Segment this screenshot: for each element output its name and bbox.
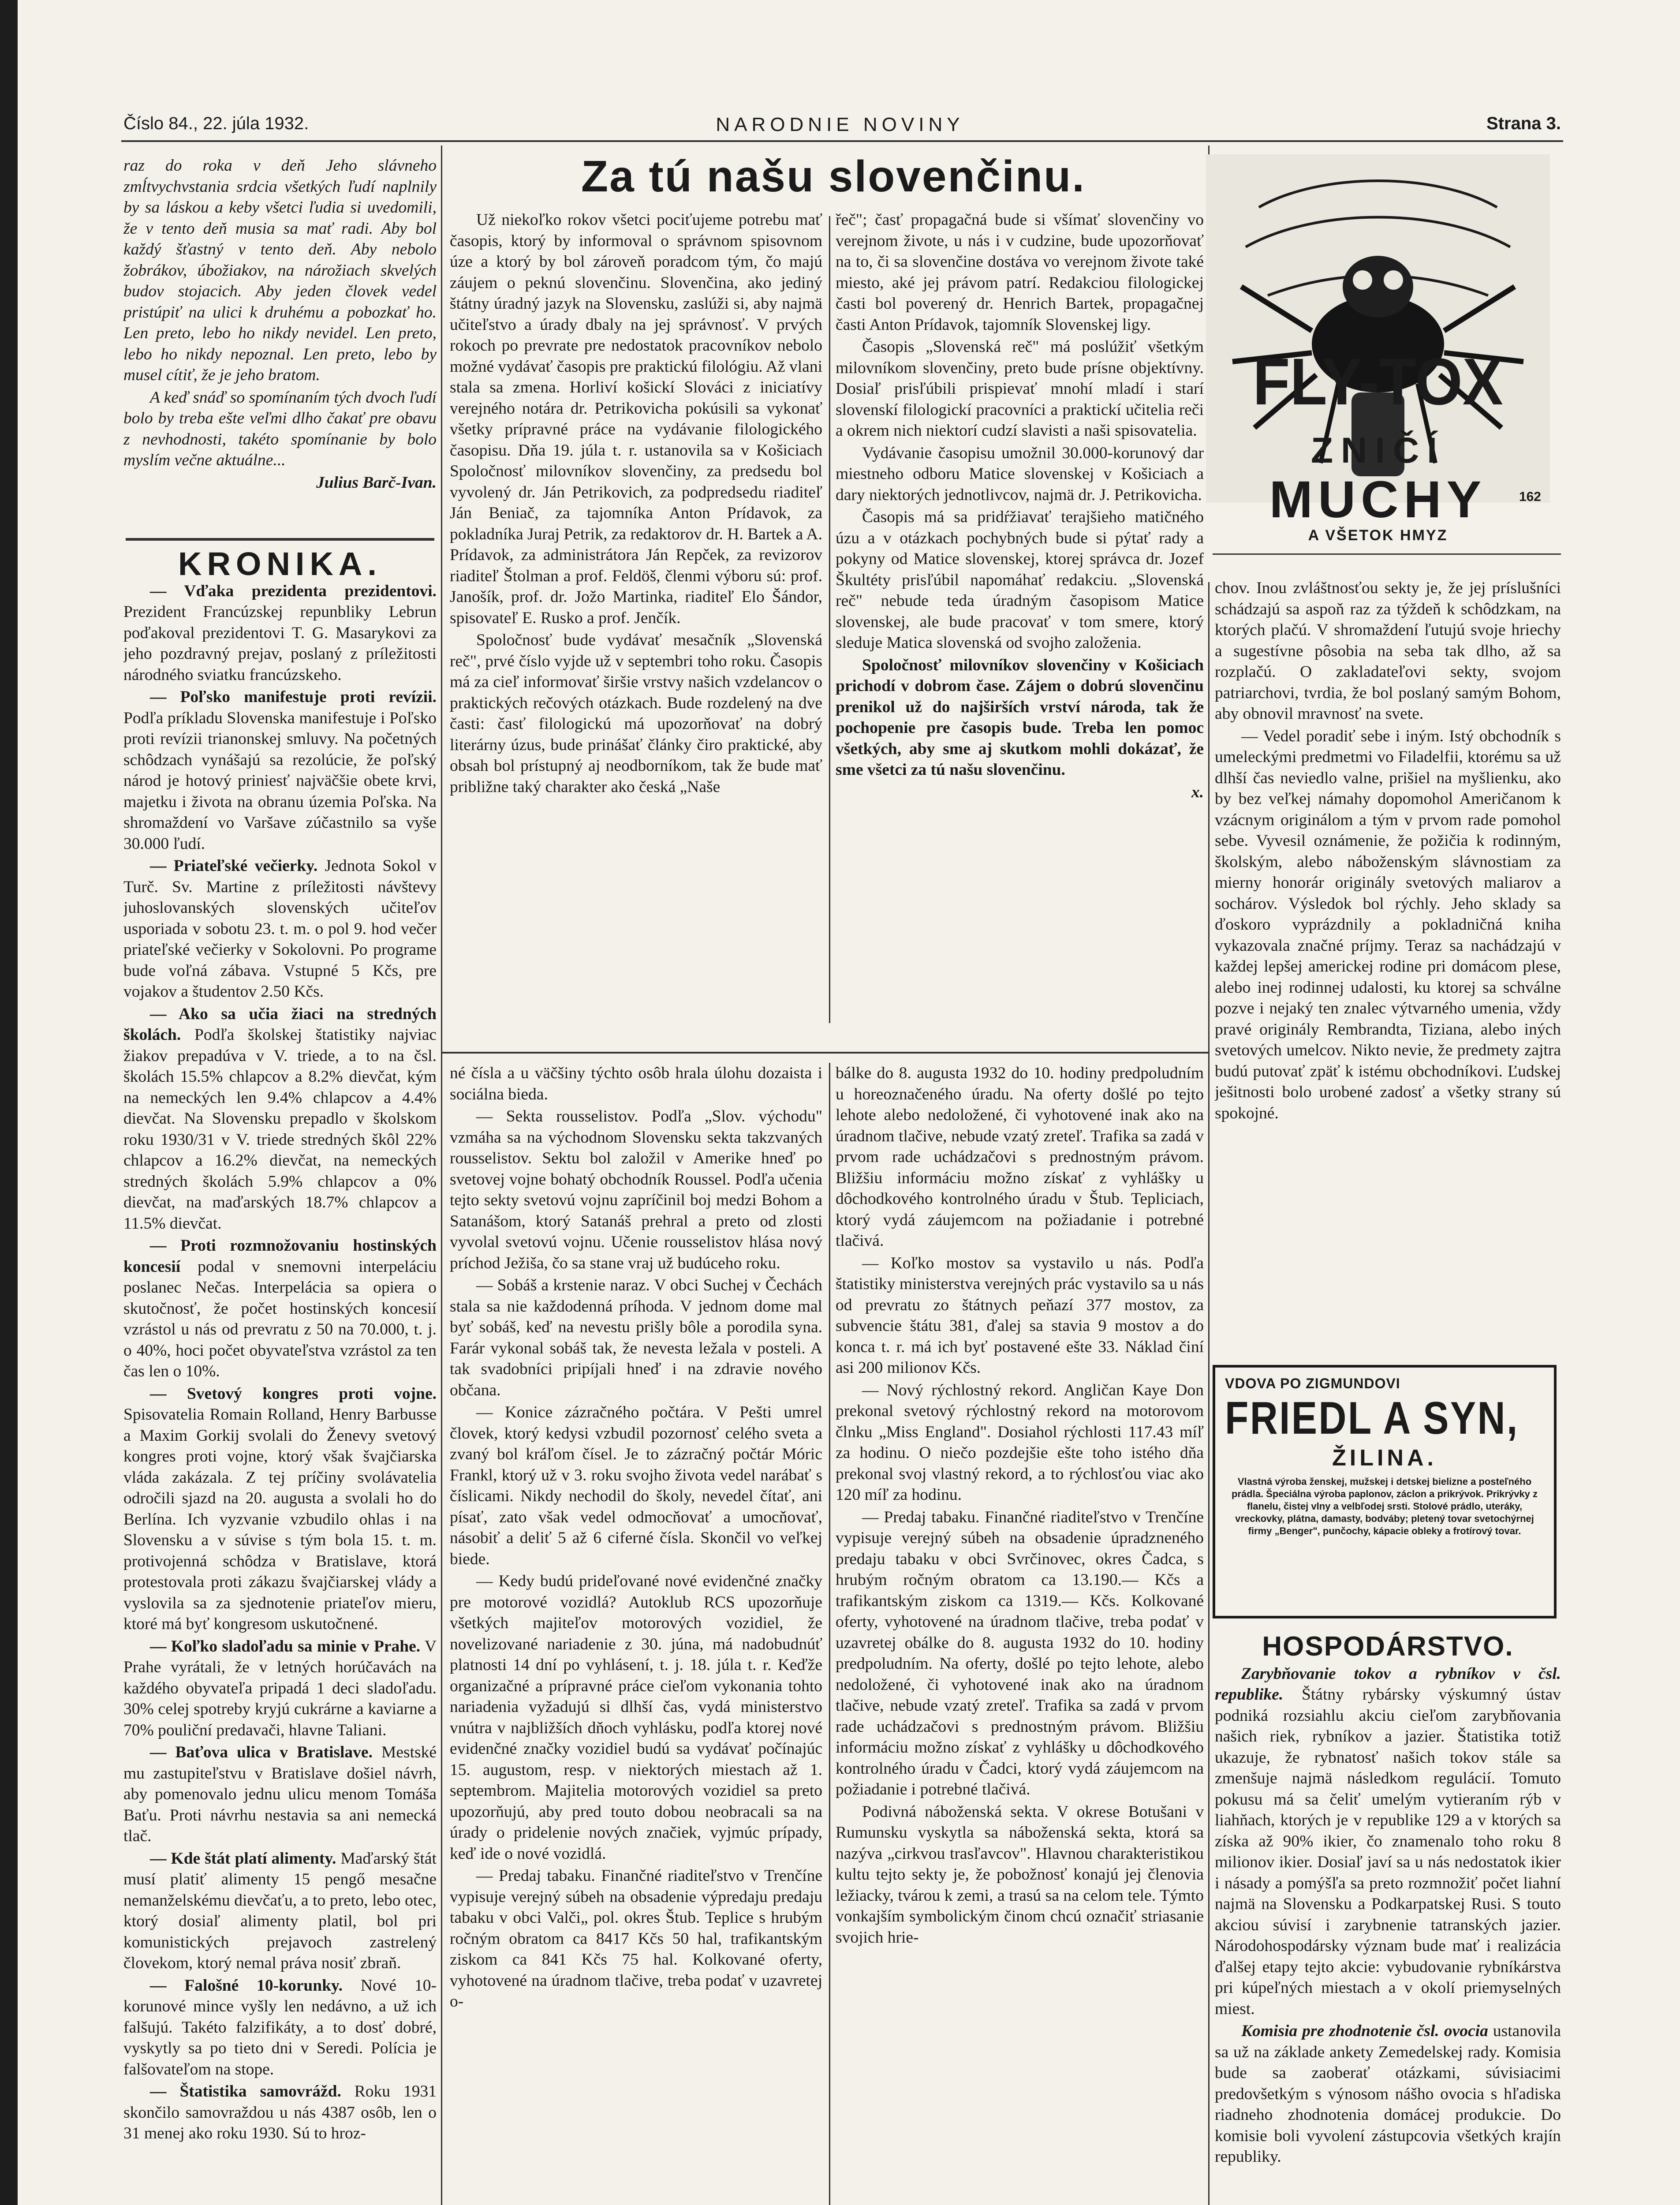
news-column-4 <box>1215 578 1561 1354</box>
column-rule-1 <box>441 146 442 2205</box>
friedl-firm: FRIEDL A SYN, <box>1225 1393 1519 1444</box>
kronika-item-head: — Ako sa učia žiaci na stredných školách. <box>123 1005 437 1044</box>
kronika-item <box>123 1235 437 1382</box>
page-edge-shadow <box>0 0 18 2205</box>
feature-paragraph: Spoločnosť bude vydávať mesačník „Slovenská reč", prvé číslo vyjde už v septembri toho roku. Časopis má za cieľ informovať širšie vrstvy našich vzdelancov o praktických rečových otázkach. Bude rozdelený na dve časti: časť filologickú má upozorňovať na dobrý literárny úzus, bude prinášať články čiro praktické, aby obsah bol prístupný aj neodborníkom, tak že bude mať približne taký charakter ako česká „Naše <box>450 631 822 796</box>
feature-paragraph: Časopis „Slovenská reč" má poslúžiť všetkým milovníkom slovenčiny, preto bude prísne objektívny. Dosiaľ prisľúbili prispievať mnohí mladí i starí slovenskí filologickí pracovníci a praktickí učitelia reči a okrem nich niektorí cudzí slavisti a naši spisovatelia. <box>836 338 1204 440</box>
news-paragraph: bálke do 8. augusta 1932 do 10. hodiny predpoludním u horeoznačeného úradu. Na oferty došlé po tejto lehote alebo nedoložené, či vyhotovené inak ako na úradnom tlačive, nebude vzatý zreteľ. Trafika sa zadá v prvom rade uchádzačovi s prednostným právom. Bližšiu informáciu možno získať z vyhlášky u dôchodkového kontrolného úradu v Štub. Tepliciach, ktorý vydá záujemcom na požiadanie i potrebné tlačivá. <box>836 1064 1204 1250</box>
kronika-item <box>123 856 437 1002</box>
kronika-item-head: — Poľsko manifestuje proti revízii. <box>150 688 437 706</box>
hospodarstvo-paragraph <box>1215 2021 1561 2168</box>
kronika-item <box>123 1636 437 1741</box>
kronika-item-head: — Kde štát platí alimenty. <box>150 1849 336 1868</box>
kronika-item <box>123 1742 437 1847</box>
news-column-3 <box>836 1063 1204 2205</box>
friedl-city: ŽILINA. <box>1332 1445 1437 1471</box>
essay-end-rule <box>126 538 434 541</box>
feature-closing: x. <box>1191 783 1204 801</box>
kronika-item <box>123 1975 437 2080</box>
feature-headline: Za tú našu slovenčinu. <box>581 152 1086 201</box>
flytox-line-3: A VŠETOK HMYZ <box>1308 527 1448 544</box>
news-paragraph: — Sekta rousselistov. Podľa „Slov. východu" vzmáha sa na východnom Slovensku sekta takzvaných rousselistov. Sektu bol založil v Amerike hneď po svetovej vojne bohatý obchodník Roussel. Podľa učenia tejto sekty svetovú vojnu zapríčinil boj medzi Bohom a Satanášom, ktorý Satanáš prehral a preto od zlosti vyvolal svetovú vojnu. Učenie rousselistov hlása nový príchod Ježiša, čo sa stane vraj už budúceho roku. <box>450 1107 822 1272</box>
hospodarstvo-head: Zarybňovanie tokov a rybníkov v čsl. republike. <box>1215 1664 1561 1704</box>
flytox-brand: FLY-TOX <box>1253 344 1503 419</box>
news-column-2 <box>450 1063 822 2205</box>
feature-column-a <box>450 209 822 1047</box>
page-number: Strana 3. <box>1486 114 1561 133</box>
kronika-section <box>123 549 437 2205</box>
kronika-item-head: — Priateľské večierky. <box>150 857 318 875</box>
kronika-item-head: — Falošné 10-korunky. <box>150 1976 343 1995</box>
feature-paragraph: Spoločnosť milovníkov slovenčiny v Košiciach prichodí v dobrom čase. Zájem o dobrú slovenčinu prenikol už do najširších vrství národa, tak že pochopenie pre časopis bude. Treba len pomoc všetkých, aby sme aj skutkom mohli dokázať, že sme všetci za tú našu slovenčinu. <box>836 656 1204 779</box>
kronika-item-body: Nové 10-korunové mince vyšly len nedávno, a už ich falšujú. Takéto falzifikáty, a to dosť dobré, vyskytly sa po tieto dni v Seredi. Polícia je falšovateľom na stope. <box>123 1976 437 2078</box>
ad-number: 162 <box>1519 490 1541 504</box>
news-paragraph: — Predaj tabaku. Finančné riaditeľstvo v Trenčíne vypisuje verejný súbeh na obsadenie výpredaju predaju tabaku v obci Valči„ pol. okres Štub. Teplice s hrubým ročným obratom ca 8417 Kčs 50 hal, trafikantským ziskom ca 841 Kčs 75 hal. Kolkované oferty, vyhotovené na úradnom tlačive, treba podať v uzavretej o- <box>450 1867 822 2011</box>
kronika-item-head: — Vďaka prezidenta prezidentovi. <box>150 582 437 600</box>
kronika-item-head: — Štatistika samovrážd. <box>150 2082 341 2100</box>
news-paragraph: — Kedy budú prideľované nové evidenčné značky pre motorové vozidlá? Autoklub RCS upozorňuje všetkých majiteľov motorových vozidiel, že novelizované nariadenie z 30. júna, má nadobudnúť platnosti 14 dní po vyhlásení, t. j. 18. júla t. r. Keďže organizačné a prípravné práce cieľom vykonania tohto nariadenia vyžadujú si dlhší čas, vydá ministerstvo vnútra v najbližších dňoch vyhlásku, podľa ktorej nové evidenčné značky vozidiel budú sa vydávať počínajúc 15. augustom, resp. v niektorých miestach až 1. septembrom. Majitelia motorových vozidiel sa preto upozorňujú, aby pred touto dobou neobracali sa na úrady o pridelenie nových značiek, vyjmúc prípady, keď ide o nové vozidlá. <box>450 1572 822 1863</box>
column-rule-feature <box>829 216 830 1023</box>
kronika-item-body: Podľa školskej štatistiky najviac žiakov prepadúva v V. triede, a to na čsl. školách 15.5% chlapcov a 8.2% dievčat, kým na nemeckých len 9.4% chlapcov a 4.4% dievčat. Na Slovensku prepadlo v školskom roku 1930/31 v V. triede stredných škôl 22% chlapcov a 16.2% dievčat, na nemeckých stredných školách 5.9% chlapcov a 0% dievčat, na maďarských 18.7% chlapcov a 11.5% dievčat. <box>123 1026 437 1233</box>
feature-bottom-rule <box>441 1052 1208 1054</box>
kronika-item <box>123 1383 437 1635</box>
friedl-lead: VDOVA PO ZIGMUNDOVI <box>1225 1375 1400 1391</box>
essay-paragraph-1: raz do roka v deň Jeho slávneho zmĺtvychvstania srdcia všetkých ľudí naplnily by sa láskou a keby všetci ľudia si uvedomili, že v tento deň musia sa mať radi. Aby bol každý šťastný v tento deň. Aby nebolo žobrákov, úbožiakov, na nárožiach skvelých budov stojacich. Aby jeden človek vedel pristúpiť na ulici k druhému a pobozkať ho. Len preto, lebo ho nikdy nevidel. Len preto, lebo ho nikdy nepoznal. Len preto, lebo by musel cítiť, že je jeho bratom. <box>123 157 437 384</box>
hospodarstvo-body: ustanovila sa už na základe ankety Zemedelskej rady. Komisia bude sa zaoberať otázkami, súvisiacimi predovšetkým s výnosom nášho ovocia s hľadiska riadneho zhodnotenia domácej produkcie. Do komisie boli vyvolení zástupcovia všetkých krajín republiky. <box>1215 2022 1561 2166</box>
news-paragraph: chov. Inou zvláštnosťou sekty je, že jej príslušníci schádzajú sa aspoň raz za týždeň k schôdzkam, na ktorých plačú. V shromaždení ľutujú svoje hriechy a sugestívne pôsobia na seba tak dlho, až sa rozplačú. O zakladateľovi sekty, svojom patriarchovi, tvrdia, že bol poslaný samým Bohom, aby obnovil mravnosť na svete. <box>1215 579 1561 723</box>
flytox-line-2: MUCHY <box>1269 471 1487 529</box>
news-paragraph: — Predaj tabaku. Finančné riaditeľstvo v Trenčíne vypisuje verejný súbeh na obsadenie úpradzneného predaju tabaku v obci Svrčinovec, okres Čadca, s hrubým ročným obratom ca 13.190.— Kčs a trafikantským ziskom ca 1319.— Kčs. Kolkované oferty, vyhotovené na úradnom tlačive, treba podať v uzavretej obálke do 8. augusta 1932 do 10. hodiny predpoludním. Na oferty, došlé po tejto lehote, alebo nedoložené, či vyhotovené inak ako na úradnom tlačive, nebude vzatý zreteľ. Trafika sa zadá v prvom rade uchádzačovi s prednostným právom. Bližšiu informáciu možno získať z vyhlášky u dôchodkového kontrolného úradu v Čadci, ktorý vydá záujemcom na požiadanie i potrebné tlačivá. <box>836 1508 1204 1798</box>
hospodarstvo-head: Komisia pre zhodnotenie čsl. ovocia <box>1241 2022 1488 2040</box>
essay-paragraph-2: A keď snáď so spomínaním tých dvoch ľudí bolo by treba ešte veľmi dlho čakať pre obavu z nevhodnosti, takéto spomínanie by bolo myslím večne aktuálne... <box>123 388 437 469</box>
kronika-item-body: Jednota Sokol v Turč. Sv. Martine z príležitosti návštevy juhoslovanských slovenských učiteľov usporiada v sobotu 23. t. m. o pol 9. hod večer priateľské večierky v Sokolovni. Po programe bude voľná zábava. Vstupné 5 Kčs, pre vojakov a študentov 2.50 Kčs. <box>123 857 437 1001</box>
masthead: NARODNIE NOVINY <box>716 114 964 135</box>
news-paragraph: Podivná náboženská sekta. V okrese Botušani v Rumunsku vyskytla sa náboženská sekta, ktorá sa nazýva „cirkvou trasľavcov". Hlavnou charakteristikou kultu tejto sekty je, že pobožnosť konajú jej členovia ležiacky, tvárou k zemi, a trasú sa na celom tele. Týmto vonkajším symbolickým činom chcú označiť striasanie svojich hrie- <box>836 1802 1204 1947</box>
hospodarstvo-title: HOSPODÁRSTVO. <box>1262 1632 1514 1662</box>
kronika-item-body: Prezident Francúzskej repunbliky Lebrun poďakoval prezidentovi T. G. Masarykovi za jeho pozdravný prejav, poslaný z príležitosti národného sviatku francúzskeho. <box>123 603 437 684</box>
news-paragraph: — Sobáš a krstenie naraz. V obci Suchej v Čechách stala sa nie každodenná príhoda. V jednom dome mal byť sobáš, keď na nevestu prišly bôle a porodila syna. Farár vykonal sobáš tak, že nevesta ležala v posteli. A tak svadobníci pripíjali hneď i na zdravie nového občana. <box>450 1276 822 1399</box>
friedl-advertisement <box>1213 1365 1557 1618</box>
flytox-bottom-rule <box>1213 553 1561 555</box>
kronika-item-head: — Koľko sladoľadu sa minie v Prahe. <box>150 1637 421 1656</box>
news-paragraph: — Koľko mostov sa vystavilo u nás. Podľa štatistiky ministerstva verejných prác vystavilo sa u nás od prevratu zo štátnych peňazí 377 mostov, za subvencie štátu 381, ďalej sa stavia 9 mostov a do konca t. r. má ich byť postavené ešte 33. Náklad činí asi 200 milionov Kčs. <box>836 1254 1204 1377</box>
column-rule-2 <box>829 1063 830 2205</box>
feature-paragraph: Časopis má sa pridŕžiavať terajšieho matičného úzu a v otázkach pochybných bude si pýtať rady a pokyny od Matice slovenskej, ktorej správca dr. Jozef Škultéty prisľúbil napomáhať redakciu. „Slovenská reč" nebude teda úradným časopisom Matice slovenskej, ale bude pracovať v tom smere, ktorý sleduje Matica slovenská od svojho založenia. <box>836 508 1204 652</box>
news-paragraph: né čísla a u väčšiny týchto osôb hrala úlohu dozaista i sociálna bieda. <box>450 1064 822 1103</box>
kronika-item-body: Mestské mu zastupiteľstvu v Bratislave došiel návrh, aby pomenovalo jednu ulicu menom Tomáša Baťu. Proti návrhu nestavia sa ani nemecká tlač. <box>123 1743 437 1845</box>
kronika-title: KRONIKA. <box>178 549 382 582</box>
flytox-line-1: ZNIČÍ <box>1310 430 1445 471</box>
news-paragraph: — Vedel poradiť sebe i iným. Istý obchodník s umeleckými predmetmi vo Filadelfii, ktorému sa už dlhší čas neviedlo valne, prišiel na myšlienku, ako by bez veľkej námahy dopomohol Američanom k vzácnym originálom a tým v prvom rade pomohol sebe. Vyvesil oznámenie, že požičia k rodinným, školským, alebo náboženským slávnostiam za mierny honorár originály svetových maliarov a sochárov. Výsledok bol rýchly. Jeho sklady sa ďoskoro vyprázdnily a pokladničná kniha vykazovala značné príjmy. Teraz sa nachádzajú v každej lepšej americkej rodine pri domácom plese, alebo inej rodinnej udalosti, ku ktorej sa schválne pozve i nejaký ten znalec výtvarného umenia, vždy pravé originály Rembrandta, Tiziana, alebo iných svetových umelcov. Nikto nevie, že predmety zajtra budú putovať zpäť k istému obchodníkovi. Ľudskej ješitnosti bolo urobené zadosť a všetky strany sú spokojné. <box>1215 727 1561 1122</box>
hospodarstvo-body: Štátny rybársky výskumný ústav podniká rozsiahlu akciu cieľom zarybňovania našich riek, rybníkov a jazier. Štatistika totiž ukazuje, že rybnatosť našich tokov stále sa zmenšuje najmä následkom regulácií. Tomuto pokusu má sa čeliť umelým vytieraním rýb v liahňach, ktorých je v republike 129 a v ktorých sa získa až 90% ikier, čo znamenalo toho roku 8 milionov ikier. Dosiaľ javí sa u nás nedostatok ikier i násady a pomýšľa sa preto rozmnožiť počet liahní najmä na Slovensku a Podkarpatskej Rusi. S touto akciou súvisí i zarybnenie tatranských jazier. Národohospodársky význam bude mať i realizácia ďalšej etapy tejto akcie: vybudovanie rybníkárstva pri kúpeľných miestach a v okolí priemyselných miest. <box>1215 1686 1561 2018</box>
kronika-item-body: Podľa príkladu Slovenska manifestuje i Poľsko proti revízii trianonskej smluvy. Na početných schôdzach vynášajú sa rezolúcie, že poľský národ je hotový priniesť najväčšie obete krvi, majetku i života na obranu územia Poľska. Na shromaždení vo Varšave zúčastnilo sa vyše 30.000 ľudí. <box>123 709 437 853</box>
hospodarstvo-section <box>1215 1632 1561 2205</box>
feature-paragraph: Vydávanie časopisu umožnil 30.000-korunový dar miestneho odboru Matice slovenskej v Košiciach a dary niektorých jednotlivcov, najmä dr. J. Petrikovicha. <box>836 444 1204 504</box>
header-rule <box>121 140 1563 142</box>
kronika-item <box>123 581 437 686</box>
feature-paragraph: Už niekoľko rokov všetci pociťujeme potrebu mať časopis, ktorý by informoval o správnom spisovnom úze a ktorý by bol zároveň poradcom tým, čo majú záujem o peknú slovenčinu. Slovenčina, ako jediný štátny úradný jazyk na Slovensku, zaslúži si, aby najmä učiteľstvo a úrady dbaly na jej správnosť. V prvých rokoch po prevrate pre nedostatok pracovníkov nebolo možné vydávať časopis pre praktickú filológiu. Až vlani stala sa zmena. Horliví košickí Slováci z iniciatívy verejného notára dr. Petrikovicha pokúsili sa vykonať všetky prípravné práce na vydávanie filologického časopisu. Dňa 19. júla t. r. ustanovila sa v Košiciach Spoločnosť milovníkov slovenčiny, za predsedu bol vyvolený dr. Ján Petrikovich, za podpredsedu riaditeľ Ján Beniač, za tajomníka Anton Prídavok, za pokladníka Juraj Petrik, za redaktorov dr. H. Bartek a A. Prídavok, za administrátora Ján Repček, za revizorov riaditeľ Štolman a prof. Feldöš, členmi výboru sú: prof. Janošík, prof. dr. Jožo Martinka, riaditeľ Elo Šándor, spisovateľ E. Rusko a prof. Jenčík. <box>450 211 822 627</box>
kronika-item-body: podal v snemovni interpeláciu poslanec Nečas. Interpelácia sa opiera o skutočnosť, že počet hostinských koncesií vzrástol u nás od prevratu z 50 na 70.000, t. j. o 40%, hoci počet obyvateľstva vzrástol za ten čas len o 10%. <box>123 1257 437 1380</box>
kronika-item-head: — Proti rozmnožovaniu hostinských koncesií <box>123 1237 437 1276</box>
kronika-item <box>123 2081 437 2144</box>
essay-signature: Julius Barč-Ivan. <box>316 473 437 492</box>
friedl-description: Vlastná výroba ženskej, mužskej i detskej bielizne a posteľného prádla. Špeciálna výroba paplonov, záclon a prikrývok. Prikrývky z flanelu, čistej vlny a velbľodej srsti. Stolové prádlo, uteráky, vreckovky, plátna, damasty, bodváby; pletený tovar svetochýrnej firmy „Benger", punčochy, kápacie obleky a frotírový tovar. <box>1231 1476 1538 1536</box>
feature-paragraph: řeč"; časť propagačná bude si všímať slovenčiny vo verejnom živote, u nás i v cudzine, bude upozorňovať na to, či sa slovenčine dostáva vo verejnom živote také miesto, aké jej právom patrí. Redakciou filologickej časti bol poverený dr. Henrich Bartek, propagačnej časti Anton Prídavok, tajomník Slovenskej ligy. <box>836 211 1204 334</box>
kronika-item-head: — Svetový kongres proti vojne. <box>150 1384 437 1403</box>
hospodarstvo-paragraph <box>1215 1663 1561 2020</box>
kronika-item-body: Spisovatelia Romain Rolland, Henry Barbusse a Maxim Gorkij svolali do Ženevy svetový kongres proti vojne, ktorý však švajčiarska vláda zakázala. Z tej príčiny svolávatelia odročili sjazd na 20. augusta a svolali ho do Berlína. Ich vyzvanie vzbudilo ohlas i na Slovensku a v súvise s tým bola 15. t. m. protivojenná schôdza v Bratislave, ktorá protestovala proti zákazu švajčiarskej vlády a vyslovila sa za sjednotenie priateľov mieru, ktoré má byť kongresom uskutočnené. <box>123 1405 437 1633</box>
kronika-item-body: Maďarský štát musí platiť alimenty 15 pengő mesačne nemanželskému dievčaťu, a to preto, lebo otec, ktorý dosiaľ alimenty platil, bol pri komunistických prejavoch zastrelený človekom, ktorý nemal práva nosiť zbraň. <box>123 1849 437 1972</box>
kronika-item <box>123 1004 437 1234</box>
kronika-item <box>123 687 437 854</box>
kronika-item-head: — Baťova ulica v Bratislave. <box>150 1743 373 1761</box>
news-paragraph: — Nový rýchlostný rekord. Angličan Kaye Don prekonal svetový rýchlostný rekord na motorovom člnku „Miss England". Dosiahol rýchlosti 117.43 míľ za hodinu. O niečo pozdejšie ešte toho istého dňa prekonal svoj vlastný rekord, a to rýchlosťou viac ako 120 míľ za hodinu. <box>836 1381 1204 1504</box>
essay-ending <box>123 155 437 517</box>
kronika-item-body: Roku 1931 skončilo samovraždou u nás 4387 osôb, len o 31 menej ako roku 1930. Sú to hroz- <box>123 2082 437 2142</box>
issue-info: Číslo 84., 22. júla 1932. <box>123 114 309 133</box>
kronika-item <box>123 1848 437 1974</box>
news-paragraph: — Konice zázračného počtára. V Pešti umrel človek, ktorý kedysi vzbudil pozornosť celého sveta a zvaný bol kráľom čísel. Je to zázračný počtár Móric Frankl, ktorý už v 3. roku svojho života vedel narábať s číslicami. Nikdy nechodil do školy, nevedel čítať, ani písať, zato však vedel odmocňovať a umocňovať, násobiť a deliť 5 až 6 ciferné čísla. Skončil vo veľkej biede. <box>450 1403 822 1568</box>
feature-column-b <box>836 209 1204 1047</box>
kronika-item-body: V Prahe vyrátali, že v letných horúčavách na každého obyvateľa pripadá 1 deci sladoľadu. 30% celej spotreby kryjú cukrárne a kaviarne a 70% pouliční predavači, hlavne Taliani. <box>123 1637 437 1739</box>
